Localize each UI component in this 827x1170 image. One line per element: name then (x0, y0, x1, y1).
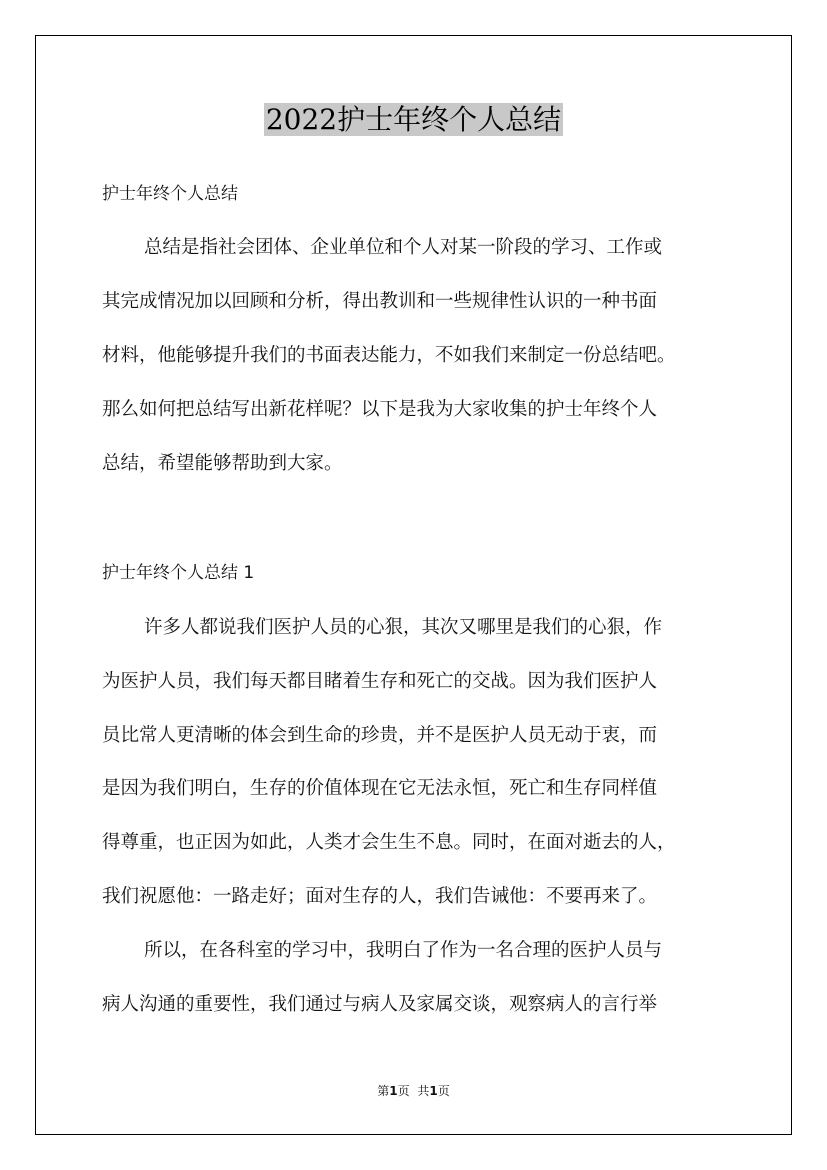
footer-page-number: 1 (389, 1084, 398, 1098)
section-heading: 护士年终个人总结 (102, 184, 238, 204)
paragraph-line: 那么如何把总结写出新花样呢？以下是我为大家收集的护士年终个人 (102, 399, 658, 420)
paragraph-line: 病人沟通的重要性，我们通过与病人及家属交谈，观察病人的言行举 (102, 994, 658, 1015)
paragraph-line: 其完成情况加以回顾和分析，得出教训和一些规律性认识的一种书面 (102, 291, 658, 312)
paragraph-line: 许多人都说我们医护人员的心狠，其次又哪里是我们的心狠，作 (144, 617, 663, 638)
paragraph-line: 得尊重，也正因为如此，人类才会生生不息。同时，在面对逝去的人， (102, 832, 676, 853)
paragraph-line: 材料，他能够提升我们的书面表达能力，不如我们来制定一份总结吧。 (102, 345, 676, 366)
footer-page-suffix: 页 (397, 1084, 410, 1098)
paragraph-line: 员比常人更清晰的体会到生命的珍贵，并不是医护人员无动于衷，而 (102, 725, 658, 746)
paragraph-line: 是因为我们明白，生存的价值体现在它无法永恒，死亡和生存同样值 (102, 778, 658, 799)
paragraph-line: 所以，在各科室的学习中，我明白了作为一名合理的医护人员与 (144, 940, 663, 961)
footer-total-prefix: 共 (417, 1084, 430, 1098)
paragraph-line: 总结，希望能够帮助到大家。 (102, 453, 343, 474)
footer-prefix: 第 (377, 1084, 390, 1098)
paragraph-line: 为医护人员，我们每天都目睹着生存和死亡的交战。因为我们医护人 (102, 671, 658, 692)
paragraph-line: 我们祝愿他：一路走好；面对生存的人，我们告诫他：不要再来了。 (102, 886, 658, 907)
document-title (0, 100, 827, 140)
paragraph-line: 总结是指社会团体、企业单位和个人对某一阶段的学习、工作或 (144, 237, 663, 258)
page-footer (0, 1082, 827, 1099)
footer-total-number: 1 (429, 1084, 438, 1098)
document-title-text: 2022护士年终个人总结 (265, 103, 562, 136)
footer-total-suffix: 页 (437, 1084, 450, 1098)
section-heading: 护士年终个人总结 1 (102, 563, 255, 583)
